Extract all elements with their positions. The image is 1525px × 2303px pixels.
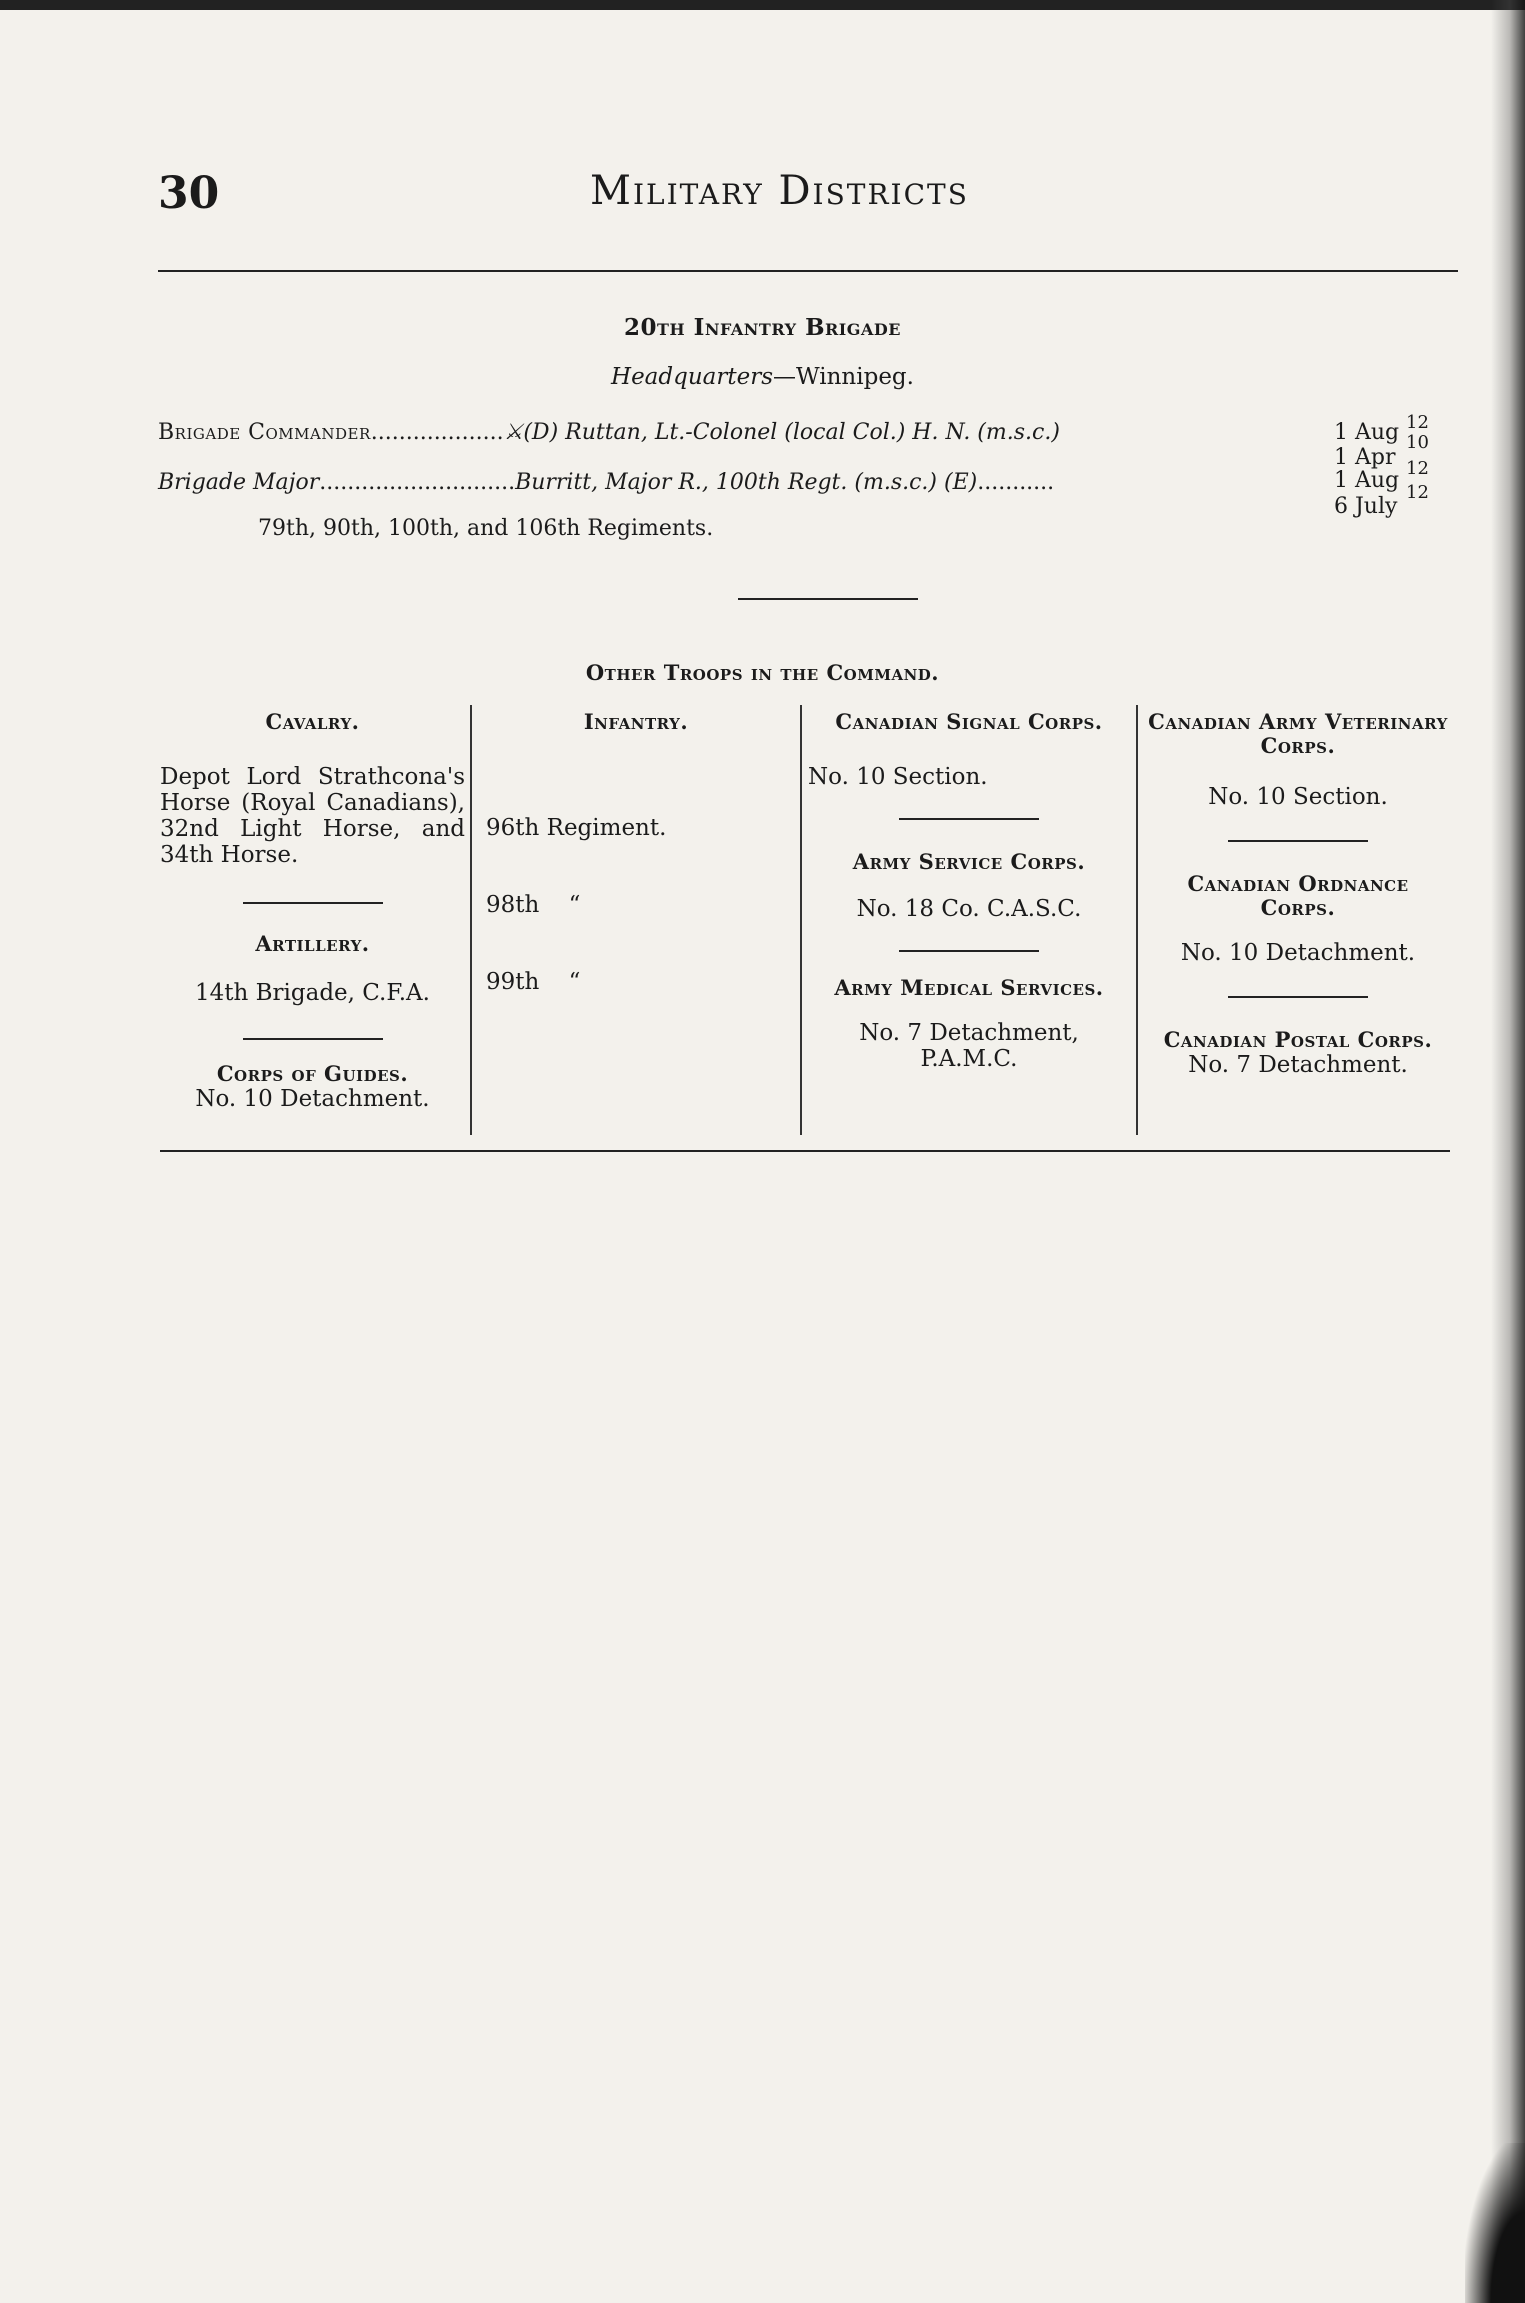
cavalry-divider-2 — [243, 1038, 383, 1040]
guides-text: No. 10 Detachment. — [195, 1086, 430, 1112]
veterinary-heading: Canadian Army Veterinary Corps. — [1148, 709, 1448, 758]
column-divider-1 — [470, 705, 472, 1135]
infantry-list — [486, 764, 786, 1047]
commander-label: Brigade Commander — [158, 420, 371, 445]
infantry-column — [486, 710, 786, 1047]
postal-text: No. 7 Detachment. — [1188, 1052, 1408, 1078]
signal-heading: Canadian Signal Corps. — [835, 709, 1103, 734]
brigade-regiments: 79th, 90th, 100th, and 106th Regiments. — [258, 516, 714, 541]
veterinary-text: No. 10 Section. — [1208, 784, 1388, 810]
major-leader-dots: ............................ — [319, 470, 516, 495]
cavalry-divider-1 — [243, 902, 383, 904]
commander-row — [158, 420, 1060, 445]
page-number: 30 — [158, 168, 220, 219]
major-row — [158, 470, 1054, 495]
ordnance-text: No. 10 Detachment. — [1180, 940, 1416, 966]
page-corner-shadow — [1465, 2143, 1525, 2303]
ordnance-heading: Canadian Ordnance Corps. — [1187, 871, 1409, 920]
medical-heading: Army Medical Services. — [834, 975, 1104, 1000]
artillery-heading: Artillery. — [255, 931, 370, 956]
year-4: 12 — [1406, 482, 1429, 503]
date-1: 1 Aug — [1334, 420, 1400, 445]
year-1: 12 — [1406, 412, 1429, 433]
signal-text: No. 10 Section. — [808, 764, 988, 790]
date-3: 1 Aug — [1334, 468, 1400, 493]
brigade-title: 20th Infantry Brigade — [624, 314, 901, 341]
signal-divider-2 — [899, 950, 1039, 952]
infantry-item: 99th “ — [486, 969, 581, 995]
headquarters-city: —Winnipeg. — [773, 364, 914, 390]
cavalry-heading: Cavalry. — [265, 709, 360, 734]
column-divider-3 — [1136, 705, 1138, 1135]
brigade-headquarters — [0, 364, 1525, 390]
section-divider — [738, 598, 918, 600]
table-bottom-rule — [160, 1150, 1450, 1152]
postal-heading: Canadian Postal Corps. — [1163, 1027, 1433, 1052]
major-label: Brigade Major — [158, 470, 320, 495]
artillery-text: 14th Brigade, C.F.A. — [195, 980, 430, 1006]
asc-heading: Army Service Corps. — [852, 849, 1086, 874]
infantry-item: 98th “ — [486, 892, 581, 918]
running-head: Military Districts — [590, 168, 969, 214]
column-divider-2 — [800, 705, 802, 1135]
year-2: 10 — [1406, 432, 1429, 453]
other-troops-title: Other Troops in the Command. — [585, 660, 940, 685]
major-trailing-dots: ........... — [977, 470, 1055, 495]
signal-divider-1 — [899, 818, 1039, 820]
cavalry-text: Depot Lord Strathcona's Horse (Royal Canadians), 32nd Light Horse, and 34th Horse. — [160, 764, 465, 868]
cavalry-column — [160, 710, 465, 1112]
infantry-heading: Infantry. — [583, 709, 689, 734]
medical-text: No. 7 Detachment, P.A.M.C. — [859, 1020, 1079, 1072]
headquarters-label: Headquarters — [611, 364, 774, 390]
page-binding-shadow — [1491, 0, 1525, 2303]
major-name: Burritt, Major R., 100th Regt. (m.s.c.) (E) — [515, 470, 978, 495]
date-2: 1 Apr — [1334, 445, 1396, 470]
infantry-item: 96th Regiment. — [486, 815, 667, 841]
signal-column — [808, 710, 1130, 1072]
veterinary-column — [1148, 710, 1448, 1078]
commander-leader-dots: ................... — [370, 420, 504, 445]
guides-heading: Corps of Guides. — [216, 1061, 409, 1086]
date-4: 6 July — [1334, 494, 1398, 519]
veterinary-divider-1 — [1228, 840, 1368, 842]
veterinary-divider-2 — [1228, 996, 1368, 998]
page-top-edge — [0, 0, 1525, 10]
header-rule — [158, 270, 1458, 272]
commander-name: ⚔(D) Ruttan, Lt.-Colonel (local Col.) H. N. (m.s.c.) — [503, 420, 1060, 445]
asc-text: No. 18 Co. C.A.S.C. — [856, 896, 1082, 922]
year-3: 12 — [1406, 458, 1429, 479]
